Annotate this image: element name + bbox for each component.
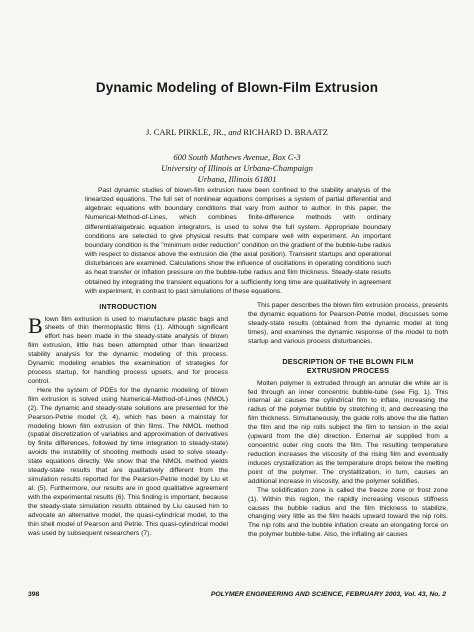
affiliation-line-3: Urbana, Illinois 61801 bbox=[197, 174, 277, 184]
right-paragraph-2: Molten polymer is extruded through an annular die while air is fed through an inner concentric bubble-tube (see Fig. 1). This internal air causes the cylindrical film to inflate, increasing the radius of the polymer bubble by stretching it, and decreasing the film thickness. Simultaneously, the guide rolls above the die flatten the film and the nip rolls subject the film to tension in the axial (upward from the die) direction. External air supplied from a concentric outer ring cools the film. The resulting temperature reduction increases the viscosity of the rising film and eventually induces crystallization as the temperature drops below the melting point of the polymer. The crystallization, in turn, causes an additional increase in viscosity, and the polymer solidifies. bbox=[248, 379, 448, 485]
author-1: J. CARL PIRKLE, JR., bbox=[145, 127, 227, 137]
right-paragraph-1: This paper describes the blown film extrusion process, presents the dynamic equations for Pearson-Petrie model, discusses some steady-state results (obtained from the dynamic model at long times), and examines the dynamic response of the model to both startup and various process disturbances. bbox=[248, 302, 448, 345]
abstract bbox=[85, 186, 391, 296]
author-2: RICHARD D. BRAATZ bbox=[243, 127, 329, 137]
paper-title: Dynamic Modeling of Blown-Film Extrusion bbox=[95, 80, 379, 95]
description-heading-line-2: EXTRUSION PROCESS bbox=[306, 366, 390, 376]
description-heading-line-1: DESCRIPTION OF THE BLOWN FILM bbox=[282, 356, 414, 366]
page-number: 398 bbox=[28, 591, 40, 598]
introduction-heading: INTRODUCTION bbox=[99, 302, 157, 311]
intro-paragraph-2: Here the system of PDEs for the dynamic modeling of blown film extrusion is solved using Numerical-Method-of-Lines (NMOL) (2). The dynamic and steady-state solutions are presented for the Pearson-Petrie model (3, 4), which has been a mainstay for modeling blown film extrusion of thin films. The NMOL method (spatial discretization of variables and approximation of derivatives by finite differences, followed by time integration to steady-state) avoids the instability of shooting methods used to solve steady-state equations directly. We show that the NMOL method yields steady-state results that are qualitatively different from the simulation results reported for the Pearson-Petrie model by Liu et al. (5). Furthermore, our results are in good qualitative agreement with the experimental results (6). This finding is important, because the steady-state simulation results obtained by Liu caused him to advocate an alternative model, the quasi-cylindrical model, to the thin shell model of Pearson and Petrie. This quasi-cylindrical model was used by subsequent researchers (7). bbox=[28, 386, 228, 537]
affiliation-line-1: 600 South Mathews Avenue, Box C-3 bbox=[173, 152, 301, 162]
intro-paragraph-1 bbox=[28, 312, 228, 387]
intro-paragraph-1-text: lown film extrusion is used to manufacture plastic bags and sheets of thin thermoplastic films (1). Although significant effort has been made in the steady-state analysis of blown film extrusion, little has been attempted other than linearized stability analysis for the dynamic modeling of this process. Dynamic modeling enables the examination of strategies for process startup, for handling process upsets, and for process control. bbox=[28, 315, 228, 385]
drop-cap: B bbox=[28, 312, 43, 338]
right-column bbox=[248, 302, 448, 540]
affiliation-line-2: University of Illinois at Urbana-Champaign bbox=[161, 163, 313, 173]
journal-citation: POLYMER ENGINEERING AND SCIENCE, FEBRUARY 2003, Vol. 43, No. 2 bbox=[210, 591, 446, 598]
right-paragraph-3: The solidification zone is called the freeze zone or frost zone (1). Within this region, the rapidly increasing viscous stiffness causes the bubble radius and the film thickness to stabilize, changing very little as the film heads upward toward the nip rolls. The nip rolls and the bubble inflation create an elongating force on the polymer bubble-tube. Also, the inflating air causes bbox=[248, 486, 448, 539]
author-line bbox=[0, 127, 474, 137]
author-conjunction: and bbox=[228, 127, 242, 137]
left-column bbox=[28, 302, 228, 539]
affiliation bbox=[0, 152, 474, 185]
abstract-text: Past dynamic studies of blown-film extrusion have been confined to the stability analysis of the linearized equations. The full set of nonlinear equations comprises a system of partial differential and algebraic equations with boundary conditions that vary from author to author. In this paper, the Numerical-Method-of-Lines, which combines finite-difference methods with ordinary differential/algebraic equation integrators, is used to solve the full system. Appropriate boundary conditions are selected to give physical results that compare well with experiment. An important boundary condition is the "minimum order reduction" condition on the gradient of the bubble-tube radius with respect to distance above the extrusion die (the axial position). Transient startups and operational disturbances are examined. Calculations show the influence of oscillations in operating conditions such as heat transfer or inflation pressure on the bubble-tube radius and film thickness. Steady-state results obtained by integrating the transient equations for a sufficiently long time are qualitatively in agreement with experiment, in contrast to past simulations of these equations. bbox=[85, 187, 391, 295]
description-heading bbox=[248, 357, 448, 376]
